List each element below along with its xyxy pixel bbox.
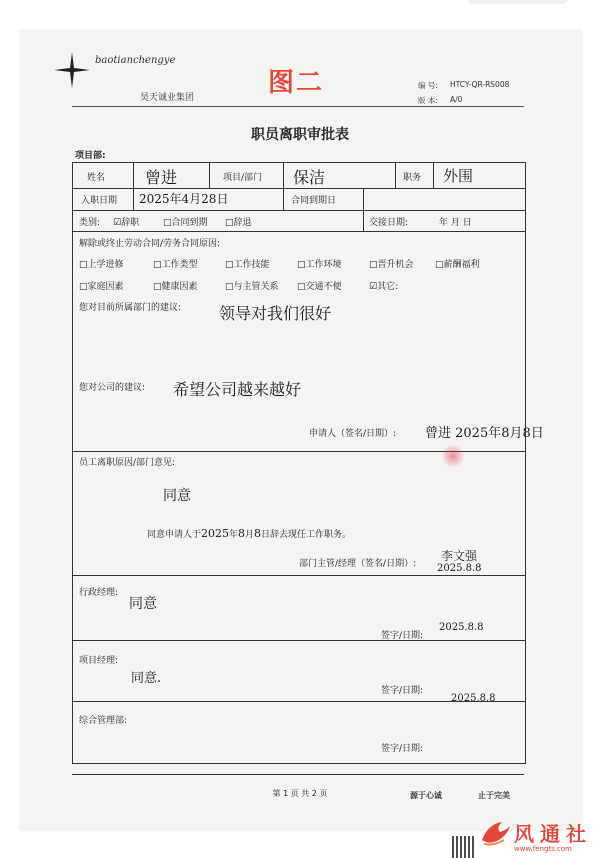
figure-title: 图二 [268,68,325,98]
code-value: HTCY-QR-RS008 [450,80,510,89]
name-value: 曾进 [145,168,178,187]
reason-supervisor-relation[interactable]: □与主管关系 [225,282,279,292]
reason-title: 解除或终止劳动合同/劳务合同原因: [79,239,221,249]
dept-opinion-label: 员工离职原因/部门意见: [79,458,176,468]
qr-code-icon [452,836,474,858]
type-label: 类别: [79,218,101,228]
admin-sign-value: 2025.8.8 [439,622,484,633]
code-label: 编 号: [418,81,438,90]
admin-manager-label: 行政经理: [79,588,119,598]
type-option-resign[interactable]: ☑辞职 [113,218,140,228]
reason-job-type[interactable]: □工作类型 [153,260,198,270]
brand-english: baotianchengye [95,55,176,66]
reason-study[interactable]: □上学进修 [79,260,124,270]
brand-chinese: 昊天诚业集团 [140,93,195,103]
manager-sign-name: 李文强 [441,549,478,563]
reason-work-environment[interactable]: □工作环境 [297,260,342,270]
handover-date-placeholder: 年 月 日 [439,218,472,228]
version-label: 版 本: [418,96,438,105]
handover-date-label: 交接日期: [369,218,409,228]
version-value: A/0 [450,95,463,104]
general-manager-label: 综合管理部: [79,716,128,726]
gm-sign-label: 签字/日期: [381,744,424,754]
col-divider [363,210,364,231]
applicant-sign-label: 申请人（签名/日期）: [309,429,397,439]
company-suggestion-label: 您对公司的建议: [79,383,146,393]
agree-prefix: 同意申请人于 [147,530,202,540]
dept-value: 保洁 [293,168,326,187]
dept-opinion-value: 同意 [163,488,191,504]
reason-other[interactable]: ☑其它: [369,282,399,292]
pm-sign-label: 签字/日期: [381,686,424,696]
col-divider [395,163,396,188]
watermark-url: www.fengts.com [514,845,572,853]
col-divider [363,188,364,210]
type-option-dismissal[interactable]: □辞退 [225,218,252,228]
manager-sign-label: 部门主管/经理（签名/日期）: [299,559,417,569]
row-divider [73,640,525,641]
row-divider [73,188,525,189]
project-dept-label: 项目部: [75,151,106,161]
position-label: 职务 [403,173,422,183]
row-divider [73,231,525,232]
reason-salary[interactable]: □薪酬福利 [435,260,480,270]
name-label: 姓名 [87,173,106,183]
reason-job-skill[interactable]: □工作技能 [225,260,270,270]
dept-label: 项目/部门 [223,173,263,183]
company-suggestion-value: 希望公司越来越好 [173,380,302,399]
type-option-contract-expiry[interactable]: □合同到期 [163,218,208,228]
position-value: 外围 [443,167,474,185]
agree-sentence [147,527,351,540]
fingerprint-stamp [440,445,466,467]
phoenix-logo-icon [478,818,512,848]
contract-expiry-label: 合同到期日 [291,196,337,206]
page-info: 第 1 页 共 2 页 [272,789,328,798]
reason-family[interactable]: □家庭因素 [79,282,124,292]
col-divider [433,163,434,188]
hire-date-value: 2025年4月28日 [139,192,229,206]
slogan-right: 止于完美 [478,791,510,800]
agree-suffix: 日辞去现任工作职务。 [261,530,352,540]
col-divider [283,163,284,210]
agree-year: 2025 [201,527,230,540]
reason-promotion[interactable]: □晋升机会 [369,260,414,270]
agree-year-unit: 年 [229,530,239,540]
reason-health[interactable]: □健康因素 [153,282,198,292]
footer-divider [72,774,524,775]
document-title: 职员离职审批表 [251,127,349,143]
project-manager-label: 项目经理: [79,656,119,666]
hire-date-label: 入职日期 [81,196,118,206]
col-divider [133,163,134,210]
pm-sign-value: 2025.8.8 [451,693,496,704]
row-divider [73,575,525,576]
watermark-name: 风通社 [514,822,592,846]
col-divider [209,163,210,188]
reason-transport[interactable]: □交通不便 [297,282,342,292]
project-manager-value: 同意. [131,671,162,686]
header-divider [72,106,524,107]
applicant-sign-value: 曾进 2025年8月8日 [425,426,544,441]
agree-day: 8 [254,527,262,540]
row-divider [73,210,525,211]
admin-manager-value: 同意 [129,596,157,612]
slogan-left: 源于心诚 [410,791,442,800]
top-scroll-pill [468,0,568,4]
agree-month-unit: 月 [245,530,255,540]
admin-sign-label: 签字/日期: [381,631,424,641]
agree-month: 8 [238,527,246,540]
dept-suggestion-label: 您对目前所属部门的建议: [79,303,182,313]
company-logo-icon [52,50,92,90]
dept-suggestion-value: 领导对我们很好 [219,304,332,323]
manager-sign-date: 2025.8.8 [437,563,482,574]
